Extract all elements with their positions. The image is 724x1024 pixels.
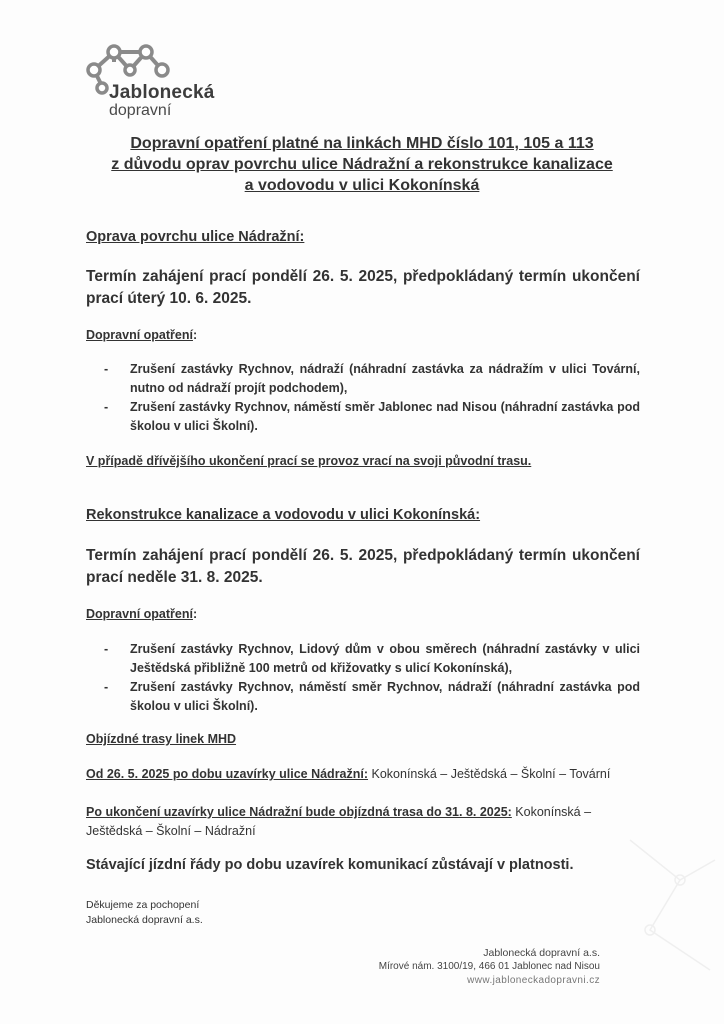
section1-measures-list (86, 360, 640, 436)
section1-heading: Oprava povrchu ulice Nádražní: (86, 229, 305, 245)
address-web-link[interactable]: www.jabloneckadopravni.cz (467, 975, 600, 986)
company-logo (82, 44, 242, 124)
detours-heading: Objízdné trasy linek MHD (86, 732, 237, 746)
address-street: Mírové nám. 3100/19, 466 01 Jablonec nad Nisou (378, 961, 600, 972)
validity-statement: Stávající jízdní řády po dobu uzavírek komunikací zůstávají v platnosti. (86, 857, 574, 873)
title-line-1: Dopravní opatření platné na linkách MHD číslo 101, 105 a 113 (130, 135, 594, 152)
dash-bullet-icon: - (104, 362, 109, 376)
detour-route-1: Od 26. 5. 2025 po dobu uzavírky ulice Nádražní: Kokonínská – Ještědská – Školní – Tovární (86, 767, 611, 781)
dash-bullet-icon: - (104, 680, 109, 694)
closing-block (86, 898, 203, 928)
dash-bullet-icon: - (104, 400, 109, 414)
title-line-3: a vodovodu v ulici Kokonínská (244, 177, 480, 194)
closing-thanks: Děkujeme za pochopení (86, 899, 200, 911)
section2-measures-label: Dopravní opatření: (86, 607, 198, 621)
detour-route-2: Po ukončení uzavírky ulice Nádražní bude objízdná trasa do 31. 8. 2025: Kokonínská – Ještědská – Školní – Nádražní (86, 805, 592, 838)
watermark-pattern-icon (620, 820, 720, 980)
list-item: - Zrušení zastávky Rychnov, náměstí směr Rychnov, nádraží (náhradní zastávka pod školou v ulici Školní). (104, 680, 640, 713)
address-company: Jablonecká dopravní a.s. (483, 947, 600, 959)
logo-name: Jablonecká (109, 82, 215, 103)
list-item: - Zrušení zastávky Rychnov, náměstí směr Jablonec nad Nisou (náhradní zastávka pod školou v ulici Školní). (104, 400, 640, 433)
section1-note: V případě dřívějšího ukončení prací se provoz vrací na svoji původní trasu. (86, 454, 532, 468)
company-address (379, 946, 600, 988)
section2-heading: Rekonstrukce kanalizace a vodovodu v ulici Kokonínská: (86, 507, 481, 523)
list-item: - Zrušení zastávky Rychnov, nádraží (náhradní zastávka za nádražím v ulici Tovární, nutno od nádraží projít podchodem), (104, 362, 640, 395)
section1-measures-label: Dopravní opatření: (86, 328, 198, 342)
section2-measures-list (86, 640, 640, 716)
dash-bullet-icon: - (104, 642, 109, 656)
closing-signature: Jablonecká dopravní a.s. (86, 914, 203, 926)
section2-term: Termín zahájení prací pondělí 26. 5. 2025, předpokládaný termín ukončení prací neděle 31. 8. 2025. (86, 547, 640, 586)
logo-subtitle: dopravní (109, 102, 172, 119)
title-line-2: z důvodu oprav povrchu ulice Nádražní a rekonstrukce kanalizace (111, 156, 613, 173)
section1-term: Termín zahájení prací pondělí 26. 5. 2025, předpokládaný termín ukončení prací úterý 10. 6. 2025. (86, 268, 640, 307)
list-item: - Zrušení zastávky Rychnov, Lidový dům v obou směrech (náhradní zastávky v ulici Ještědská přibližně 100 metrů od křižovatky s ulicí Kokonínská), (104, 642, 640, 675)
document-title (60, 133, 664, 196)
